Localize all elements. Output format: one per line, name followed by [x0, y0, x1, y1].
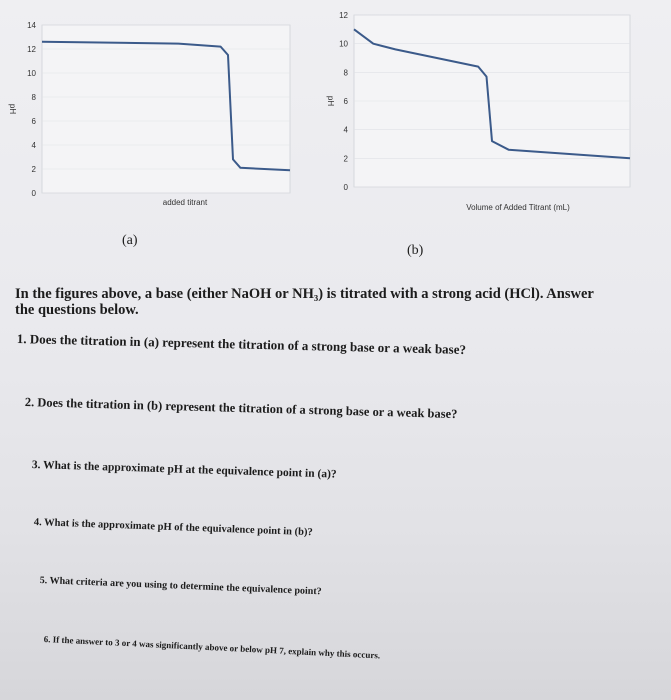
question-3: 3. What is the approximate pH at the equivalence point in (a)? — [31, 459, 337, 481]
y-axis-label: pH — [326, 95, 335, 107]
chart-a-svg — [0, 15, 300, 215]
y-tick-label: 10 — [339, 39, 348, 49]
y-tick-label: 4 — [343, 125, 348, 135]
x-axis-label: Volume of Added Titrant (mL) — [466, 203, 570, 212]
question-6: 6. If the answer to 3 or 4 was significantly above or below pH 7, explain why this occurs. — [43, 634, 381, 661]
chart-b-svg — [318, 5, 658, 220]
y-tick-label: 8 — [31, 93, 36, 102]
instructions-text: In the figures above, a base (either NaOH or NH₃) is titrated with a strong acid (HCl). Answer the questions below. — [15, 286, 594, 318]
chart-a — [0, 15, 300, 215]
y-tick-label: 2 — [31, 165, 36, 174]
y-tick-label: 10 — [27, 69, 36, 78]
x-axis-label: added titrant — [162, 198, 208, 207]
y-tick-label: 8 — [343, 68, 348, 78]
figure-label-b: (b) — [407, 243, 424, 258]
y-tick-label: 0 — [31, 189, 36, 198]
chart-b — [318, 5, 658, 220]
y-tick-label: 6 — [31, 117, 36, 126]
figure-label-a: (a) — [122, 233, 138, 248]
y-tick-label: 12 — [339, 11, 348, 20]
y-axis-label: pH — [8, 103, 17, 115]
y-tick-label: 0 — [343, 183, 348, 192]
y-tick-label: 4 — [31, 141, 36, 150]
y-tick-label: 12 — [27, 45, 36, 54]
question-5: 5. What criteria are you using to determine the equivalence point? — [39, 575, 322, 598]
y-tick-label: 6 — [343, 97, 348, 106]
question-4: 4. What is the approximate pH of the equivalence point in (b)? — [33, 517, 313, 539]
question-1: 1. Does the titration in (a) represent the titration of a strong base or a weak base? — [16, 331, 467, 357]
y-tick-label: 14 — [27, 21, 36, 30]
question-2: 2. Does the titration in (b) represent the titration of a strong base or a weak base? — [24, 395, 458, 422]
y-tick-label: 2 — [343, 154, 348, 164]
